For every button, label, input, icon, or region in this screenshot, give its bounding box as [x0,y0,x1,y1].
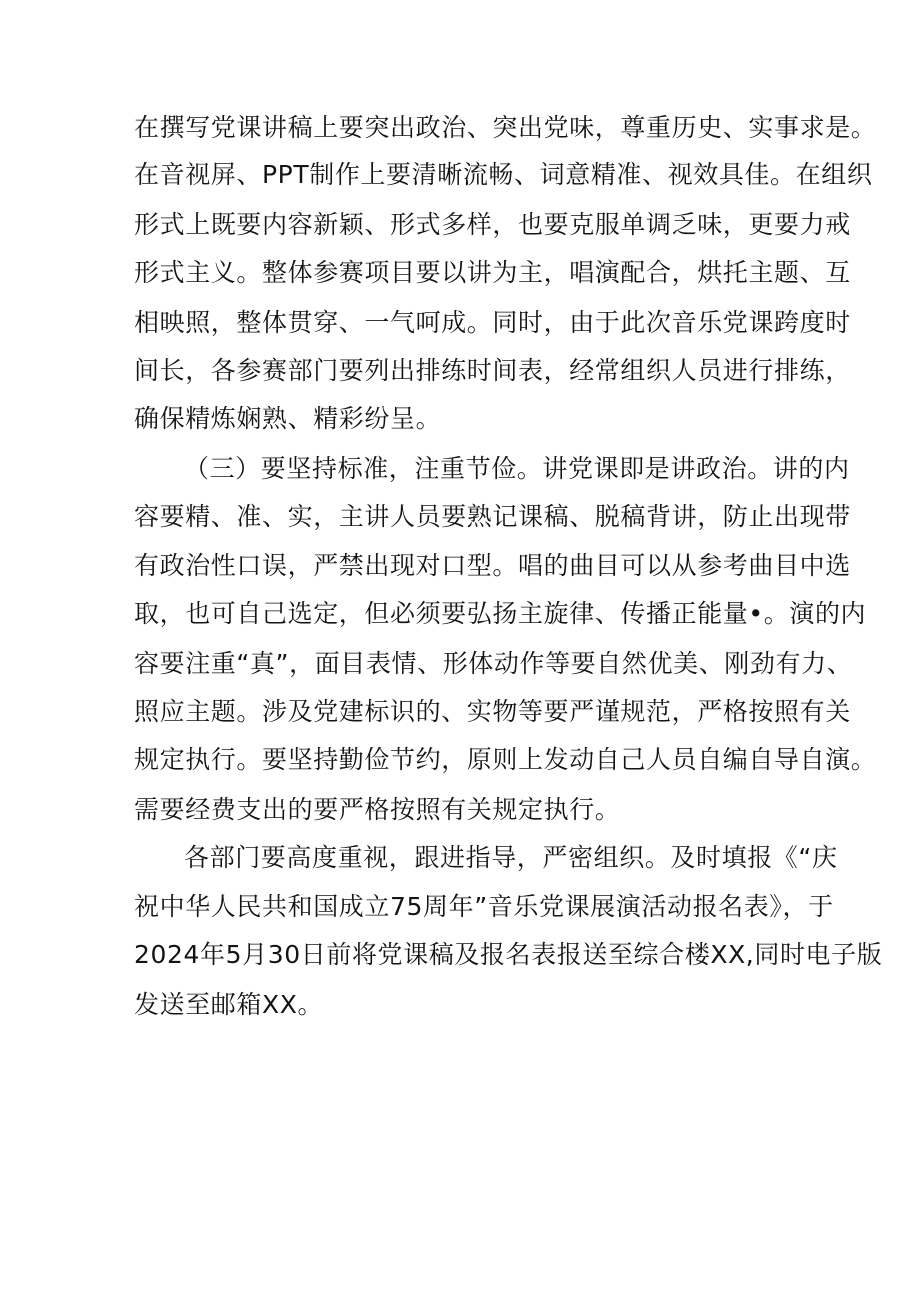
paragraph-1-line-7: 确保精炼娴熟、精彩纷呈。 [134,404,442,433]
paragraph-2-line-1: （三）要坚持标准，注重节俭。讲党课即是讲政治。讲的内 [184,454,850,483]
paragraph-2-line-3: 有政治性口误，严禁出现对口型。唱的曲目可以从参考曲目中选 [134,551,851,580]
paragraph-2-line-4: 取，也可自己选定，但必须要弘扬主旋律、传播正能量•。演的内 [134,599,867,628]
paragraph-1-line-3: 形式上既要内容新颖、形式多样，也要克服单调乏味，更要力戒 [134,210,851,239]
paragraph-2-line-2: 容要精、准、实，主讲人员要熟记课稿、脱稿背讲，防止出现带 [134,502,851,531]
paragraph-1-line-4: 形式主义。整体参赛项目要以讲为主，唱演配合，烘托主题、互 [134,258,851,287]
paragraph-3-line-3: 2024年5月30日前将党课稿及报名表报送至综合楼XX,同时电子版 [134,940,883,969]
paragraph-1-line-1: 在撰写党课讲稿上要突出政治、突出党味，尊重历史、实事求是。 [134,113,877,142]
paragraph-1-line-2: 在音视屏、PPT制作上要清晰流畅、词意精准、视效具佳。在组织 [134,160,873,189]
paragraph-1-line-5: 相映照，整体贯穿、一气呵成。同时，由于此次音乐党课跨度时 [134,308,851,337]
paragraph-1-line-6: 间长，各参赛部门要列出排练时间表，经常组织人员进行排练， [134,356,851,385]
paragraph-2-line-6: 照应主题。涉及党建标识的、实物等要严谨规范，严格按照有关 [134,697,851,726]
paragraph-3-line-1: 各部门要高度重视，跟进指导，严密组织。及时填报《“庆 [184,843,838,872]
paragraph-2-line-5: 容要注重“真”，面目表情、形体动作等要自然优美、刚劲有力、 [134,649,853,678]
paragraph-3-line-4: 发送至邮箱XX。 [134,990,324,1019]
paragraph-2-line-8: 需要经费支出的要严格按照有关规定执行。 [134,795,621,824]
paragraph-3-line-2: 祝中华人民共和国成立75周年”音乐党课展演活动报名表》，于 [134,892,834,921]
paragraph-2-line-7: 规定执行。要坚持勤俭节约，原则上发动自己人员自编自导自演。 [134,745,877,774]
